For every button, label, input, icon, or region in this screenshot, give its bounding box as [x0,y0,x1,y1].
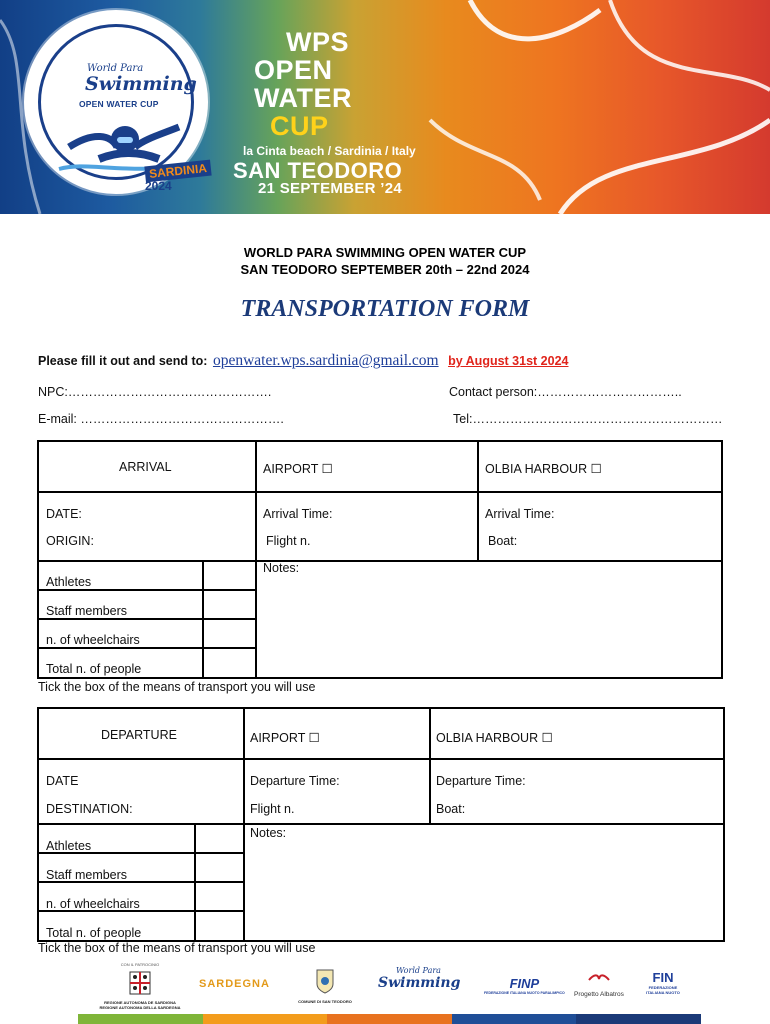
arrival-athletes-label: Athletes [46,575,92,589]
regione-sardegna-logo [94,962,186,1010]
departure-athletes-label: Athletes [46,839,92,853]
banner-location: la Cinta beach / Sardinia / Italy [243,144,416,158]
finp-logo [484,976,565,995]
arrival-boat-field[interactable]: Boat: [488,534,518,548]
departure-airport-time-field[interactable]: Departure Time: [250,774,340,788]
comune-label: COMUNE DI SAN TEODORO [298,999,352,1004]
arrival-wheelchairs-label: n. of wheelchairs [46,633,140,647]
sardegna-line-2: REGIONE AUTONOMA DELLA SARDEGNA [99,1005,181,1010]
sardegna-crest-icon [129,971,151,995]
comune-san-teodoro-logo [290,962,360,1004]
departure-destination-field[interactable]: DESTINATION: [46,802,133,816]
arrival-title: ARRIVAL [119,460,172,474]
departure-harbour-checkbox[interactable]: OLBIA HARBOUR ☐ [436,731,553,745]
banner-title-line-1: WPS [286,27,350,57]
banner-town: SAN TEODORO [233,158,403,183]
arrival-harbour-time-field[interactable]: Arrival Time: [485,507,555,521]
departure-total-label: Total n. of people [46,926,142,940]
submission-email-link[interactable]: openwater.wps.sardinia@gmail.com [212,352,439,369]
departure-airport-checkbox[interactable]: AIRPORT ☐ [250,731,320,745]
logo-open-water-cup-text: OPEN WATER CUP [79,99,159,109]
departure-tick-note: Tick the box of the means of transport you will use [38,941,316,955]
contact-person-field[interactable]: Contact person:…………………………….. [449,385,682,399]
finp-brand: FINP [509,976,540,991]
world-para-swimming-logo [24,10,208,194]
footer-bar-segment [452,1014,577,1024]
fin-logo [643,970,683,995]
arrival-staff-label: Staff members [46,604,128,618]
sardegna-brand-logo: SARDEGNA [199,978,270,990]
arrival-airport-time-field[interactable]: Arrival Time: [263,507,333,521]
banner-date: 21 SEPTEMBER ’24 [258,180,403,197]
form-title: TRANSPORTATION FORM [240,296,530,322]
footer-bar-segment [78,1014,203,1024]
logo-world-para-text: World Para [87,63,144,74]
banner-title [254,28,352,140]
arrival-notes-field[interactable]: Notes: [263,561,300,575]
arrival-total-label: Total n. of people [46,662,142,676]
departure-title: DEPARTURE [101,728,177,742]
departure-notes-field[interactable]: Notes: [250,826,287,840]
footer-color-bar [78,1014,701,1024]
arrival-airport-checkbox[interactable]: AIRPORT ☐ [263,462,333,476]
instructions-label: Please fill it out and send to: [38,354,208,368]
footer-bar-segment [203,1014,328,1024]
submission-deadline: by August 31st 2024 [448,354,569,368]
arrival-table [37,440,723,679]
arrival-tick-note: Tick the box of the means of transport you will use [38,680,316,694]
departure-harbour-time-field[interactable]: Departure Time: [436,774,526,788]
wps-footer-logo [378,966,460,991]
footer-bar-segment [327,1014,452,1024]
patrocinio-label: CON IL PATROCINIO [120,962,160,967]
arrival-harbour-checkbox[interactable]: OLBIA HARBOUR ☐ [485,462,602,476]
arrival-origin-field[interactable]: ORIGIN: [46,534,94,548]
fin-brand: FIN [652,970,674,985]
npc-field[interactable]: NPC:…………………………………………. [38,385,272,399]
arrival-date-field[interactable]: DATE: [46,507,82,521]
event-banner [0,0,770,214]
wps-footer-world-para: World Para [396,966,441,975]
departure-staff-label: Staff members [46,868,128,882]
wps-footer-swimming: Swimming [378,975,461,991]
event-heading-line-1: WORLD PARA SWIMMING OPEN WATER CUP [243,245,527,260]
banner-title-line-3: WATER [254,83,352,113]
arrival-flight-field[interactable]: Flight n. [266,534,311,548]
departure-flight-field[interactable]: Flight n. [250,802,295,816]
tel-field[interactable]: Tel:…………………………………………………… [453,412,723,426]
banner-title-line-2: OPEN [254,55,333,85]
departure-table [37,707,725,942]
albatros-label: Progetto Albatros [574,991,624,998]
instructions-line [38,352,568,370]
departure-boat-field[interactable]: Boat: [436,802,466,816]
footer-bar-segment [576,1014,701,1024]
departure-date-field[interactable]: DATE [46,774,79,788]
banner-title-line-4: CUP [270,111,329,141]
albatros-icon [589,972,609,986]
comune-crest-icon [315,968,335,994]
progetto-albatros-logo [574,972,624,998]
finp-sub: FEDERAZIONE ITALIANA NUOTO PARALIMPICO [484,991,565,995]
departure-wheelchairs-label: n. of wheelchairs [46,897,140,911]
sardegna-line-1: REGIONE AUTONOMA DE SARDIGNA [104,1000,176,1005]
logo-swimming-text: Swimming [85,73,197,95]
event-heading-line-2: SAN TEODORO SEPTEMBER 20th – 22nd 2024 [240,262,530,277]
fin-sub: FEDERAZIONE ITALIANA NUOTO [646,985,680,995]
logo-sardinia-text: SARDINIA [144,160,211,183]
email-field[interactable]: E-mail: …………………………………………. [38,412,284,426]
logo-year-text: 2024 [145,179,172,193]
